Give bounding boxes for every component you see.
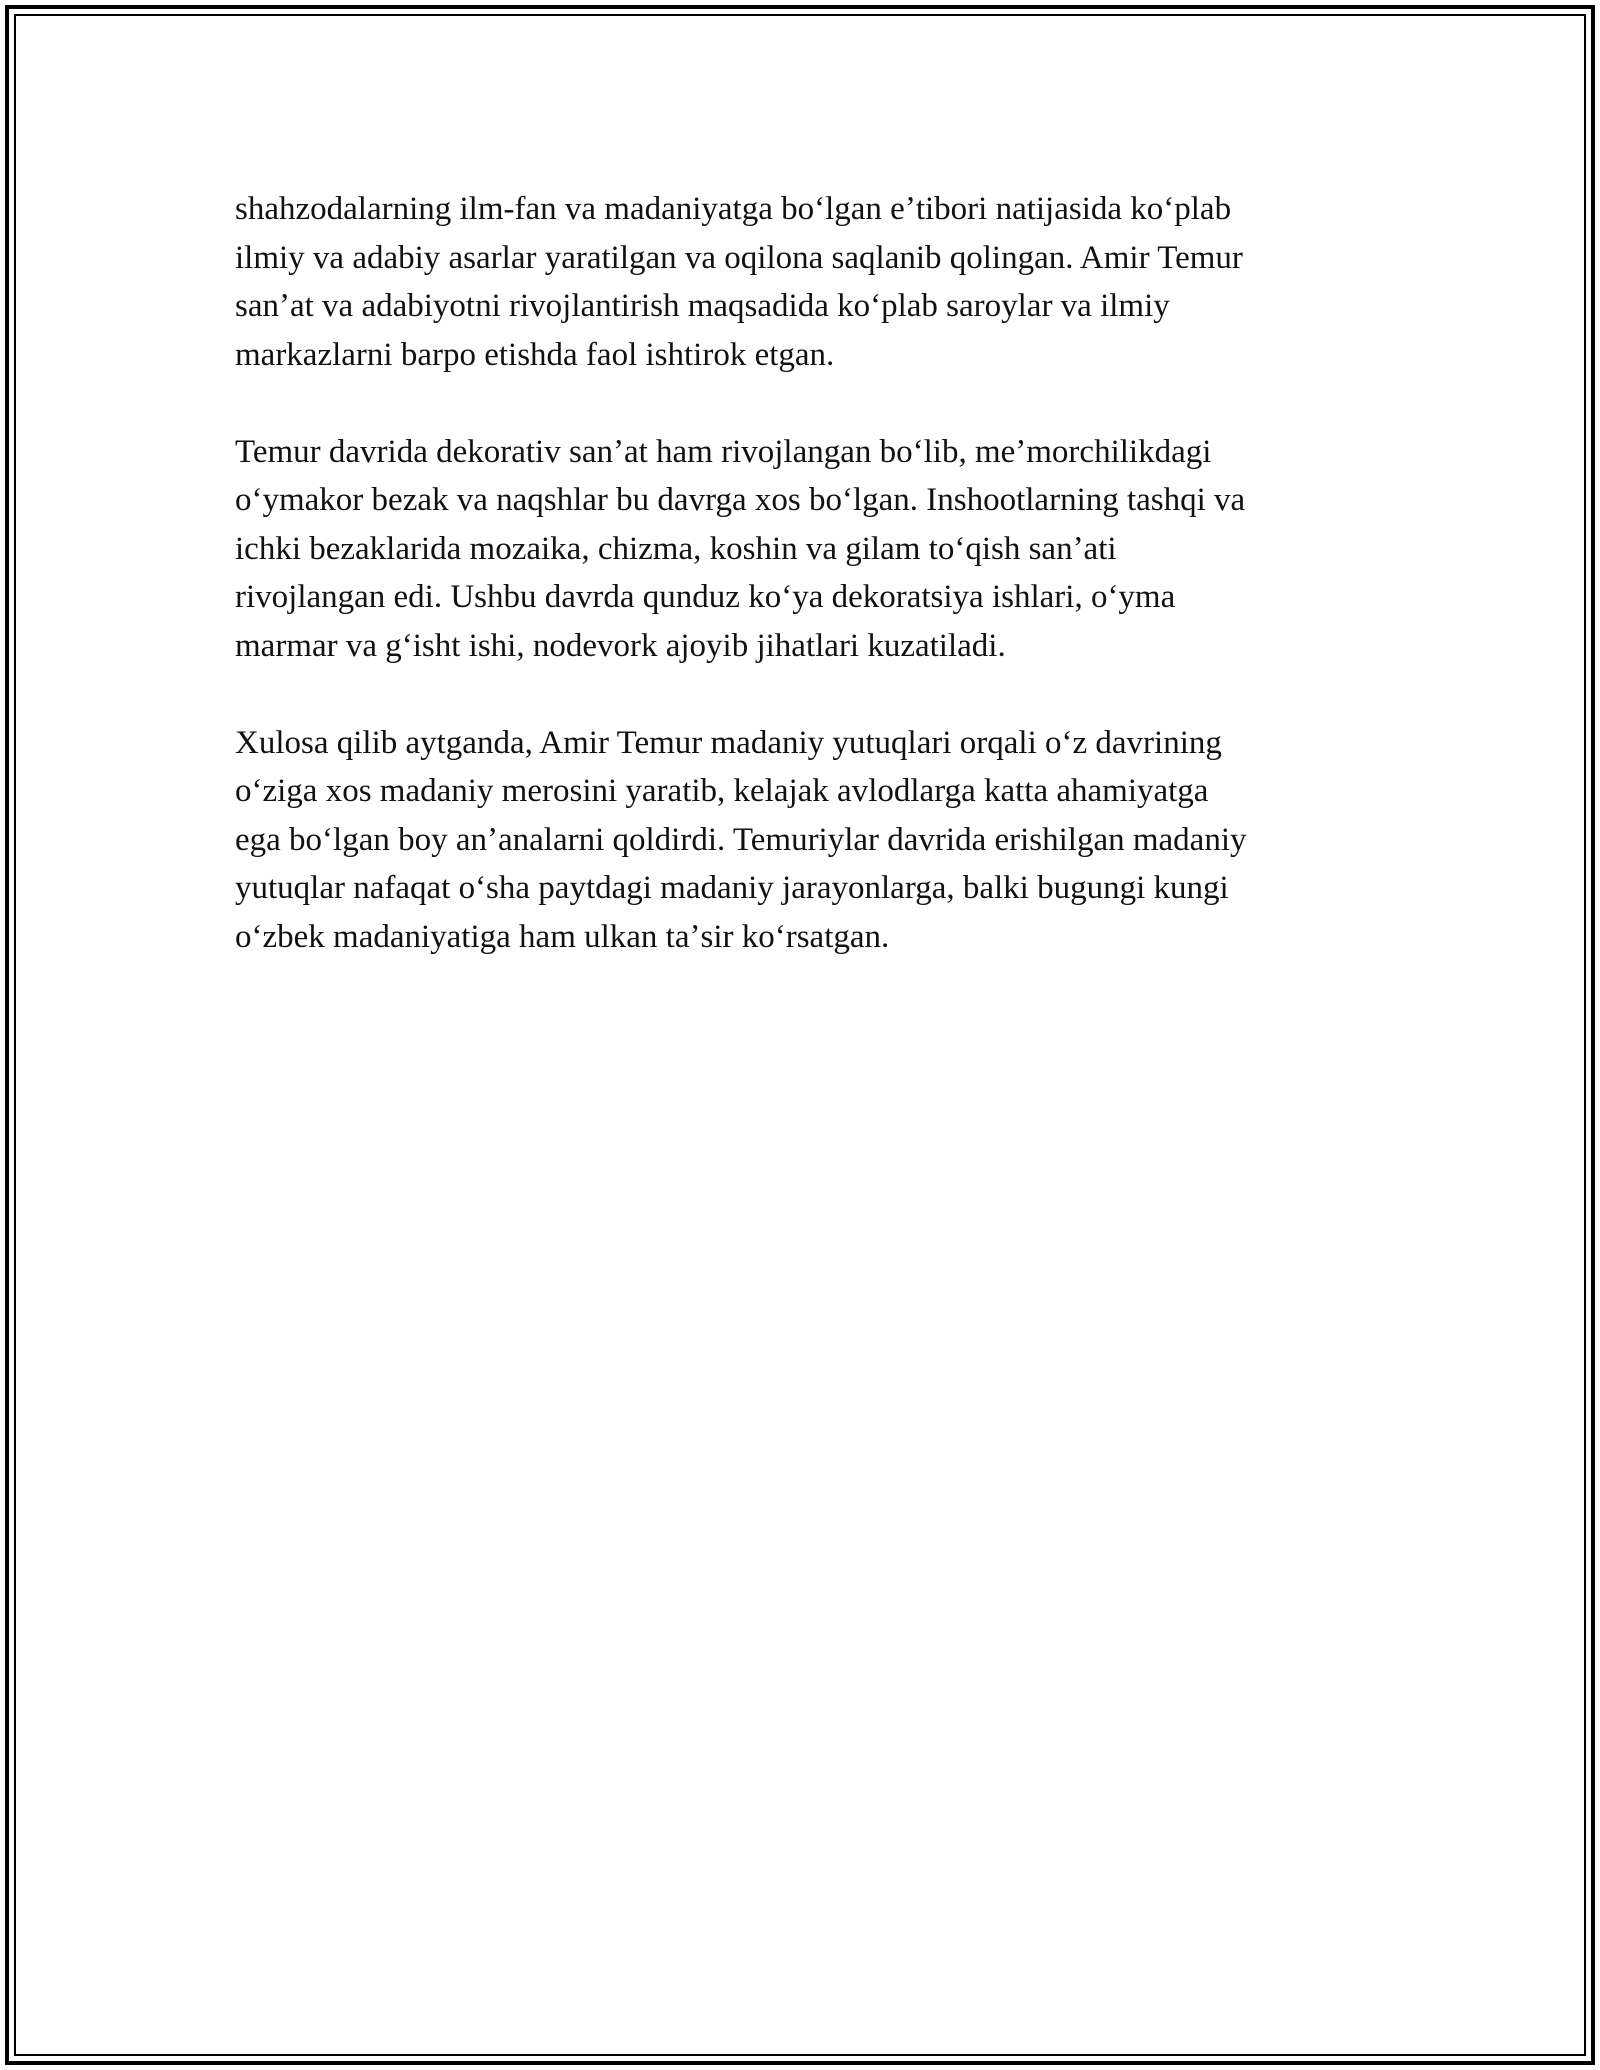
text-line: rivojlangan edi. Ushbu davrda qunduz koʻya dekoratsiya ishlari, oʻyma bbox=[235, 579, 1176, 615]
text-line: yutuqlar nafaqat oʻsha paytdagi madaniy jarayonlarga, balki bugungi kungi bbox=[235, 870, 1229, 906]
document-body bbox=[235, 185, 1375, 1010]
text-line: oʻziga xos madaniy merosini yaratib, kelajak avlodlarga katta ahamiyatga bbox=[235, 773, 1209, 809]
text-line: sanʼat va adabiyotni rivojlantirish maqsadida koʻplab saroylar va ilmiy bbox=[235, 288, 1170, 324]
text-line: marmar va gʻisht ishi, nodevork ajoyib jihatlari kuzatiladi. bbox=[235, 627, 1006, 664]
text-line: Temur davrida dekorativ sanʼat ham rivojlangan boʻlib, meʼmorchilikdagi bbox=[235, 433, 1212, 470]
paragraph-3 bbox=[235, 719, 1375, 962]
text-line: Xulosa qilib aytganda, Amir Temur madaniy yutuqlari orqali oʻz davrining bbox=[235, 724, 1222, 761]
text-line: oʻymakor bezak va naqshlar bu davrga xos boʻlgan. Inshootlarning tashqi va bbox=[235, 482, 1246, 518]
text-line: ilmiy va adabiy asarlar yaratilgan va oqilona saqlanib qolingan. Amir Temur bbox=[235, 239, 1243, 276]
text-line: shahzodalarning ilm-fan va madaniyatga boʻlgan eʼtibori natijasida koʻplab bbox=[235, 191, 1232, 227]
text-line: markazlarni barpo etishda faol ishtirok etgan. bbox=[235, 336, 835, 373]
text-line: ega boʻlgan boy anʼanalarni qoldirdi. Temuriylar davrida erishilgan madaniy bbox=[235, 821, 1247, 858]
text-line: ichki bezaklarida mozaika, chizma, koshin va gilam toʻqish sanʼati bbox=[235, 530, 1117, 567]
paragraph-2 bbox=[235, 428, 1375, 671]
paragraph-1 bbox=[235, 185, 1375, 379]
text-line: oʻzbek madaniyatiga ham ulkan taʼsir koʻrsatgan. bbox=[235, 918, 890, 955]
